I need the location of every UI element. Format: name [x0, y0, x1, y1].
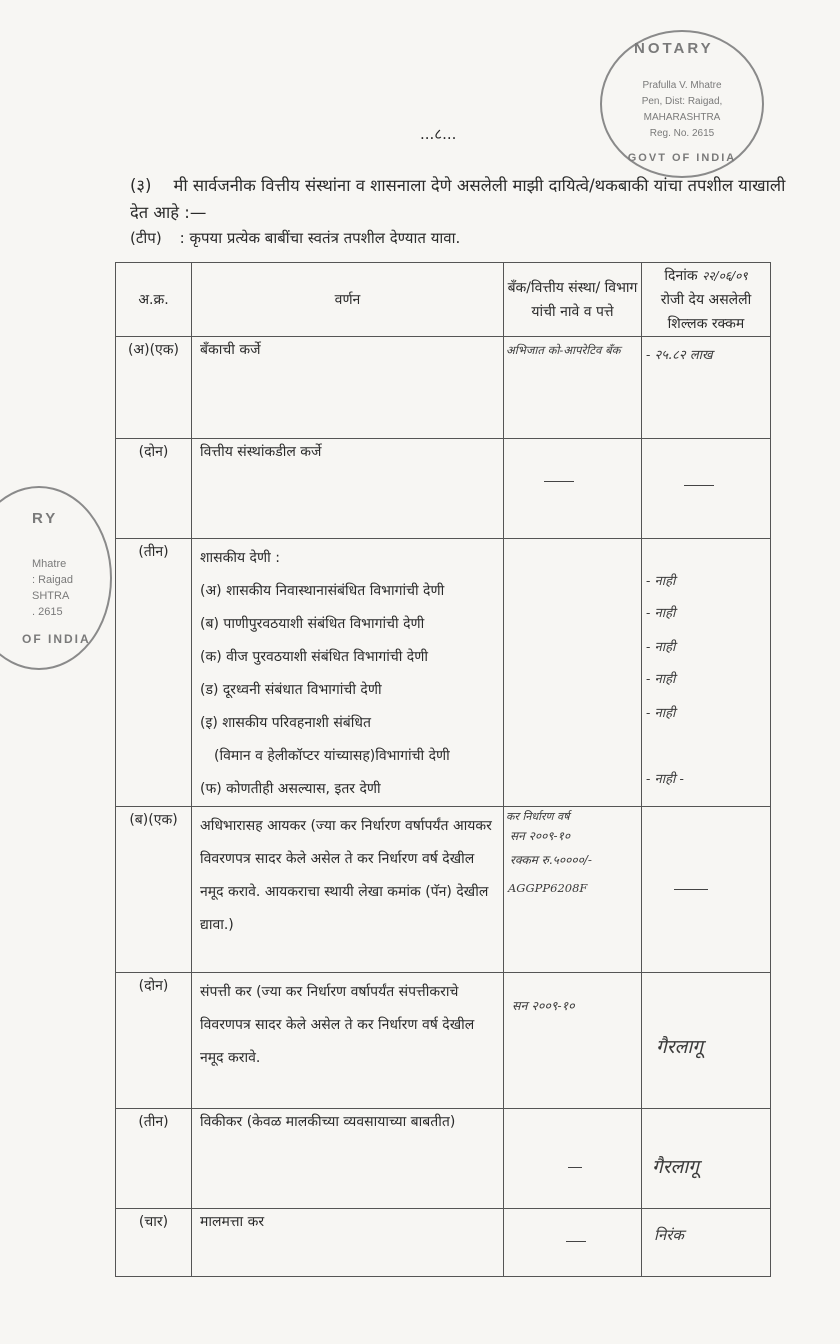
dash-mark [566, 1241, 586, 1242]
answer-handwritten: - नाही [646, 640, 676, 655]
dash-mark [684, 485, 714, 486]
row-description: विकीकर (केवळ मालकीच्या व्यवसायाच्या बाबतीत) [192, 1109, 504, 1209]
row-sr: (तीन) [116, 539, 192, 807]
bank-handwritten: सन २००९-१० [510, 829, 571, 843]
list-item: (ब) पाणीपुरवठयाशी संबंधित विभागांची देणी [200, 616, 425, 632]
row-bank [504, 337, 642, 439]
list-item: (ड) दूरध्वनी संबंधात विभागांची देणी [200, 682, 382, 698]
dash-mark [568, 1167, 582, 1168]
answer-handwritten: - नाही [646, 606, 676, 621]
amount-handwritten: - २५.८२ लाख [646, 348, 713, 363]
amount-handwritten: गैरलागू [652, 1156, 699, 1178]
list-item: (इ) शासकीय परिवहनाशी संबंधित [200, 715, 371, 731]
intro-text: मी सार्वजनीक वित्तीय संस्थांना व शासनाला देणे असलेली माझी दायित्वे/थकबाकी यांचा तपशील याखाली देत आहे :— [130, 176, 786, 222]
note-label: (टीप) [130, 229, 162, 247]
dash-mark [544, 481, 574, 482]
intro-paragraph [130, 172, 790, 226]
stamp-line: Mhatre [32, 558, 67, 570]
note-text: : कृपया प्रत्येक बाबींचा स्वतंत्र तपशील देण्यात यावा. [179, 229, 461, 247]
row-sr: (दोन) [116, 973, 192, 1109]
stamp-line: Prafulla V. Mhatre [642, 80, 722, 91]
row-sr: (तीन) [116, 1109, 192, 1209]
row-amount [642, 539, 771, 807]
list-item: (विमान व हेलीकॉप्टर यांच्यासह)विभागांची देणी [214, 748, 450, 764]
stamp-bottom: OF INDIA [22, 632, 91, 646]
notary-stamp [600, 30, 764, 178]
answer-handwritten: - नाही [646, 672, 676, 687]
row-sr: (दोन) [116, 439, 192, 539]
row-bank [504, 439, 642, 539]
stamp-line: : Raigad [32, 574, 73, 586]
stamp-bottom: GOVT OF INDIA [627, 152, 737, 164]
row-sr: (ब)(एक) [116, 807, 192, 973]
answer-handwritten: - नाही [646, 706, 676, 721]
table-row [116, 439, 771, 539]
liabilities-table [115, 262, 771, 1277]
intro-number: (३) [130, 176, 152, 195]
row-bank [504, 1209, 642, 1277]
bank-handwritten: रक्कम रु.५००००/- [510, 853, 592, 867]
row-sr: (अ)(एक) [116, 337, 192, 439]
dash-mark [674, 889, 708, 890]
stamp-line: SHTRA [32, 590, 70, 602]
row-description: मालमत्ता कर [192, 1209, 504, 1277]
note [130, 228, 460, 248]
bank-handwritten: अभिजात को-आपरेटिव बँक [506, 343, 621, 357]
row-bank [504, 973, 642, 1109]
row-amount [642, 807, 771, 973]
stamp-title: NOTARY [634, 40, 714, 57]
amount-handwritten: गैरलागू [656, 1036, 703, 1058]
list-item: (अ) शासकीय निवास्थानासंबंधित विभागांची देणी [200, 583, 445, 599]
list-item: (फ) कोणतीही असल्यास, इतर देणी [200, 781, 381, 797]
header-amount-prefix: दिनांक [664, 267, 698, 284]
row-amount [642, 973, 771, 1109]
table-row [116, 1109, 771, 1209]
row-description: वित्तीय संस्थांकडील कर्जे [192, 439, 504, 539]
row-description: बँकाची कर्जे [192, 337, 504, 439]
bank-handwritten: सन २००९-१० [512, 998, 575, 1013]
header-amount-suffix: रोजी देय असलेली शिल्लक रक्कम [660, 291, 752, 332]
row-amount [642, 1209, 771, 1277]
stamp-line: MAHARASHTRA [643, 112, 721, 123]
table-row [116, 973, 771, 1109]
amount-handwritten: निरंक [654, 1226, 684, 1244]
stamp-line: Reg. No. 2615 [649, 128, 715, 139]
header-amount-date: २२/०६/०९ [702, 268, 748, 283]
stamp-line: Pen, Dist: Raigad, [641, 96, 723, 107]
row-amount [642, 337, 771, 439]
header-sr: अ.क्र. [116, 263, 192, 337]
list-item: (क) वीज पुरवठयाशी संबंधित विभागांची देणी [200, 649, 428, 665]
row-amount [642, 439, 771, 539]
row-bank [504, 1109, 642, 1209]
table-header-row [116, 263, 771, 337]
table-row [116, 337, 771, 439]
answer-handwritten: - नाही - [646, 772, 684, 787]
row-description [192, 539, 504, 807]
row-description: संपत्ती कर (ज्या कर निर्धारण वर्षापर्यंत संपत्तीकराचे विवरणपत्र सादर केले असेल ते कर निर्धारण वर्ष देखील नमूद करावे. [192, 973, 504, 1109]
row-bank [504, 539, 642, 807]
header-bank: बँक/वित्तीय संस्था/ विभाग यांची नावे व पत्ते [504, 263, 642, 337]
answer-handwritten: - नाही [646, 574, 676, 589]
stamp-title: RY [32, 510, 59, 527]
bank-handwritten: कर निर्धारण वर्ष [506, 810, 570, 823]
table-row [116, 807, 771, 973]
page-number: ...८... [420, 125, 457, 143]
row-description: अधिभारासह आयकर (ज्या कर निर्धारण वर्षापर्यंत आयकर विवरणपत्र सादर केले असेल ते कर निर्धारण वर्ष देखील नमूद करावे. आयकराचा स्थायी लेखा कमांक (पॅन) देखील द्यावा.) [192, 807, 504, 973]
table-row [116, 1209, 771, 1277]
row-bank [504, 807, 642, 973]
stamp-line: . 2615 [32, 606, 63, 618]
gov-dues-heading: शासकीय देणी : [200, 550, 280, 566]
header-description: वर्णन [192, 263, 504, 337]
table-row [116, 539, 771, 807]
row-sr: (चार) [116, 1209, 192, 1277]
row-amount [642, 1109, 771, 1209]
header-amount [642, 263, 771, 337]
notary-stamp-partial [0, 486, 112, 670]
pan-handwritten: AGGPP6208F [508, 881, 588, 895]
